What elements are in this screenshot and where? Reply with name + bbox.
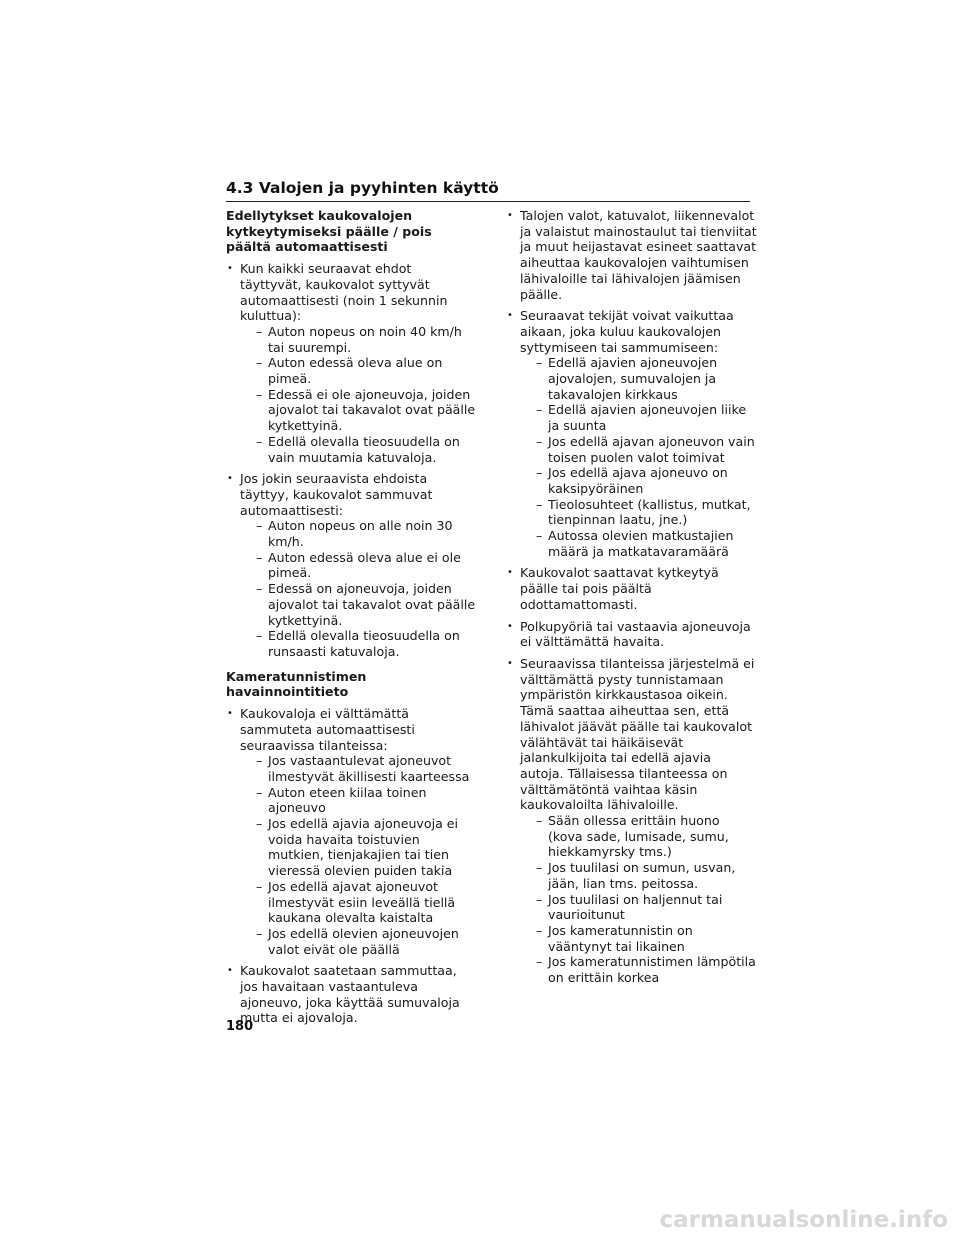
sub-item: – Jos tuulilasi on haljennut tai vaurioitunut <box>520 892 758 923</box>
left-column <box>226 208 476 1032</box>
list-item <box>506 208 758 302</box>
heading-camera-sensor-info: Kameratunnistimen havainnointitieto <box>226 668 367 700</box>
bullet-text: • Seuraavissa tilanteissa järjestelmä ei välttämättä pysty tunnistamaan ympäristön kirkkaustasoa oikein. Tämä saattaa aiheuttaa sen, että lähivalot jäävät päälle tai kaukovalot välähtävät tai häikäisevät jalankulkijoita tai edellä ajavia autoja. Tällaisessa tilanteessa on välttämätöntä vaihtaa käsin kaukovaloilta lähivaloille. <box>520 655 755 813</box>
sub-item: – Edellä ajavien ajoneuvojen liike ja suunta <box>520 402 758 433</box>
sub-item: – Jos edellä ajava ajoneuvo on kaksipyöräinen <box>520 465 758 496</box>
bullet-text: • Kun kaikki seuraavat ehdot täyttyvät, kaukovalot syttyvät automaattisesti (noin 1 sekunnin kuluttua): <box>240 261 448 324</box>
sub-item: – Tieolosuhteet (kallistus, mutkat, tienpinnan laatu, jne.) <box>520 497 758 528</box>
bullet-text: • Seuraavat tekijät voivat vaikuttaa aikaan, joka kuluu kaukovalojen syttymiseen tai sammumiseen: <box>520 308 734 355</box>
sub-item: – Edessä ei ole ajoneuvoja, joiden ajovalot tai takavalot ovat päälle kytkettyinä. <box>240 387 476 434</box>
sub-item: – Jos kameratunnistin on vääntynyt tai likainen <box>520 923 758 954</box>
bullet-text: • Polkupyöriä tai vastaavia ajoneuvoja ei välttämättä havaita. <box>520 618 751 650</box>
sub-item: – Auton edessä oleva alue on pimeä. <box>240 355 476 386</box>
sub-item: – Jos kameratunnistimen lämpötila on erittäin korkea <box>520 954 758 985</box>
list-item <box>226 706 476 957</box>
page-number: 180 <box>226 1019 254 1034</box>
heading-automatic-high-beam-conditions: Edellytykset kaukovalojen kytkeytymiseksi päälle / pois päältä automaattisesti <box>226 208 432 255</box>
sub-item: – Edessä on ajoneuvoja, joiden ajovalot tai takavalot ovat päälle kytkettyinä. <box>240 581 476 628</box>
watermark: carmanualsonline.info <box>659 1207 948 1233</box>
sub-item: – Auton eteen kiilaa toinen ajoneuvo <box>240 785 476 816</box>
sub-item: – Edellä olevalla tieosuudella on vain muutamia katuvaloja. <box>240 434 476 465</box>
sub-item: – Auton nopeus on alle noin 30 km/h. <box>240 518 476 549</box>
list-item <box>506 656 758 986</box>
bullet-text: • Jos jokin seuraavista ehdoista täyttyy, kaukovalot sammuvat automaattisesti: <box>240 471 433 518</box>
list-item <box>226 471 476 659</box>
right-column <box>506 208 758 992</box>
sub-item: – Jos tuulilasi on sumun, usvan, jään, lian tms. peitossa. <box>520 860 758 891</box>
sub-item: – Jos edellä ajavan ajoneuvon vain toisen puolen valot toimivat <box>520 434 758 465</box>
list-item <box>506 619 758 650</box>
list-item <box>506 308 758 559</box>
sub-item: – Jos edellä ajavat ajoneuvot ilmestyvät esiin leveällä tiellä kaukana olevalta kaistalta <box>240 879 476 926</box>
sub-item: – Edellä olevalla tieosuudella on runsaasti katuvaloja. <box>240 628 476 659</box>
sub-item: – Auton nopeus on noin 40 km/h tai suurempi. <box>240 324 476 355</box>
list-item <box>226 963 476 1026</box>
list-item <box>506 565 758 612</box>
sub-item: – Jos edellä olevien ajoneuvojen valot eivät ole päällä <box>240 926 476 957</box>
sub-item: – Auton edessä oleva alue ei ole pimeä. <box>240 550 476 581</box>
bullet-text: • Kaukovalot saattavat kytkeytyä päälle tai pois päältä odottamattomasti. <box>520 565 719 612</box>
bullet-text: • Talojen valot, katuvalot, liikennevalot ja valaistut mainostaulut tai tienviitat ja muut heijastavat esineet saattavat aiheuttaa kaukovalojen vaihtumisen lähivaloille tai lähivalojen jäämisen päälle. <box>520 208 757 302</box>
sub-item: – Autossa olevien matkustajien määrä ja matkatavaramäärä <box>520 528 758 559</box>
sub-item: – Edellä ajavien ajoneuvojen ajovalojen, sumuvalojen ja takavalojen kirkkaus <box>520 355 758 402</box>
bullet-text: • Kaukovaloja ei välttämättä sammuteta automaattisesti seuraavissa tilanteissa: <box>240 706 415 753</box>
list-item <box>226 261 476 465</box>
section-title: 4.3 Valojen ja pyyhinten käyttö <box>226 178 750 202</box>
sub-item: – Jos edellä ajavia ajoneuvoja ei voida havaita toistuvien mutkien, tienjakajien tai tien vieressä olevien puiden takia <box>240 816 476 879</box>
bullet-text: • Kaukovalot saatetaan sammuttaa, jos havaitaan vastaantuleva ajoneuvo, joka käyttää sumuvaloja mutta ei ajovaloja. <box>240 963 460 1026</box>
sub-item: – Sään ollessa erittäin huono (kova sade, lumisade, sumu, hiekkamyrsky tms.) <box>520 813 758 860</box>
sub-item: – Jos vastaantulevat ajoneuvot ilmestyvät äkillisesti kaarteessa <box>240 753 476 784</box>
